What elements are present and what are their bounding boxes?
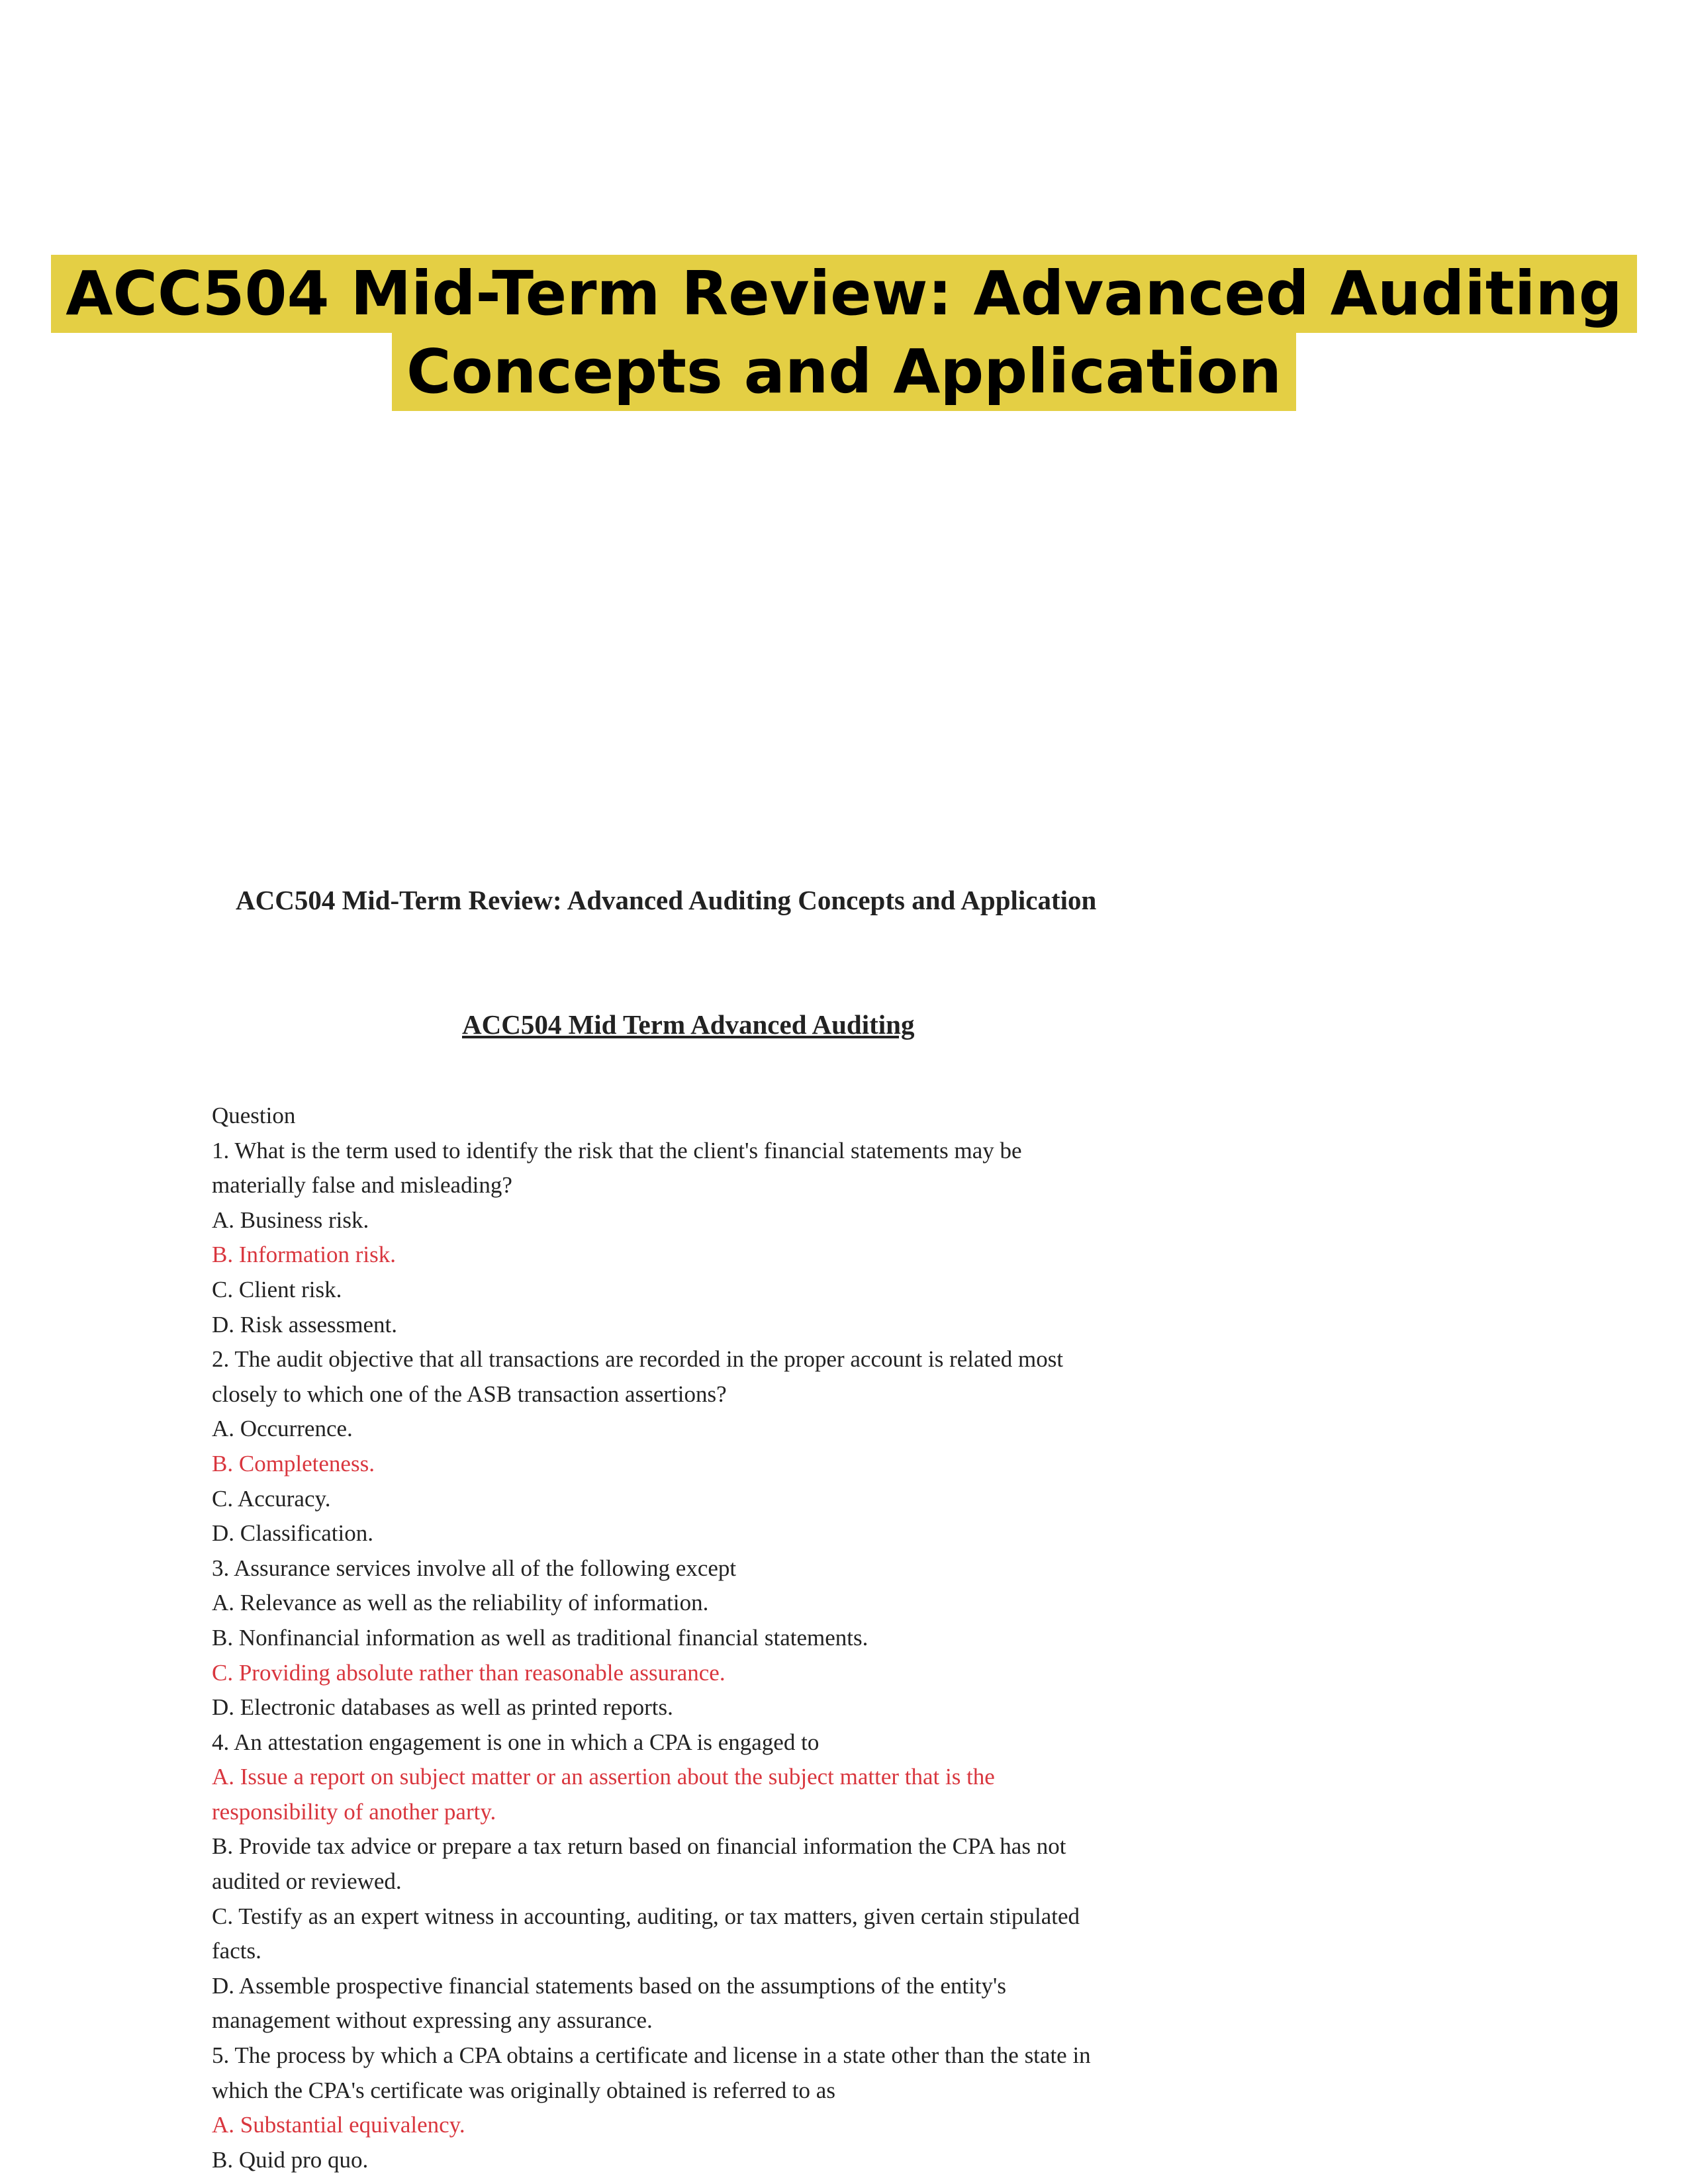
question-line: D. Classification. <box>212 1520 373 1547</box>
answer-line: A. Substantial equivalency. <box>212 2112 465 2138</box>
question-line: which the CPA's certificate was originally obtained is referred to as <box>212 2077 835 2103</box>
answer-line: responsibility of another party. <box>212 1798 496 1825</box>
answer-line: B. Completeness. <box>212 1450 375 1477</box>
question-line: materially false and misleading? <box>212 1172 512 1199</box>
question-line: A. Occurrence. <box>212 1416 353 1442</box>
question-line: B. Nonfinancial information as well as traditional financial statements. <box>212 1624 868 1651</box>
question-line: C. Accuracy. <box>212 1485 331 1512</box>
cover-title-line-2: Concepts and Application <box>392 333 1296 411</box>
question-line: C. Testify as an expert witness in accounting, auditing, or tax matters, given certain stipulated <box>212 1903 1080 1929</box>
question-line: 5. The process by which a CPA obtains a certificate and license in a state other than the state in <box>212 2042 1091 2069</box>
question-line: B. Provide tax advice or prepare a tax return based on financial information the CPA has not <box>212 1833 1066 1860</box>
question-line: audited or reviewed. <box>212 1868 402 1895</box>
answer-line: A. Issue a report on subject matter or an assertion about the subject matter that is the <box>212 1764 995 1790</box>
answer-line: C. Providing absolute rather than reasonable assurance. <box>212 1659 726 1686</box>
question-line: A. Relevance as well as the reliability of information. <box>212 1590 709 1616</box>
question-line: 4. An attestation engagement is one in which a CPA is engaged to <box>212 1729 820 1755</box>
question-line: D. Risk assessment. <box>212 1311 397 1338</box>
question-line: D. Electronic databases as well as printed reports. <box>212 1694 673 1721</box>
cover-title <box>0 255 1688 411</box>
question-list <box>212 1099 1470 2177</box>
cover-title-line-1: ACC504 Mid-Term Review: Advanced Auditing <box>51 255 1636 333</box>
question-line: C. Client risk. <box>212 1276 342 1302</box>
question-line: Question <box>212 1103 296 1128</box>
question-line: management without expressing any assurance. <box>212 2007 653 2034</box>
question-line: 2. The audit objective that all transactions are recorded in the proper account is related most <box>212 1346 1064 1373</box>
question-line: facts. <box>212 1938 261 1964</box>
question-line: B. Quid pro quo. <box>212 2146 369 2173</box>
scan-subheader: ACC504 Mid Term Advanced Auditing <box>462 1009 915 1040</box>
scan-header: ACC504 Mid-Term Review: Advanced Auditing Concepts and Application <box>236 885 1097 915</box>
question-line: D. Assemble prospective financial statements based on the assumptions of the entity's <box>212 1972 1006 1999</box>
question-line: A. Business risk. <box>212 1206 369 1233</box>
answer-line: B. Information risk. <box>212 1242 397 1268</box>
question-line: closely to which one of the ASB transaction assertions? <box>212 1381 727 1407</box>
question-line: 3. Assurance services involve all of the following except <box>212 1555 737 1581</box>
question-line: 1. What is the term used to identify the risk that the client's financial statements may be <box>212 1137 1022 1163</box>
